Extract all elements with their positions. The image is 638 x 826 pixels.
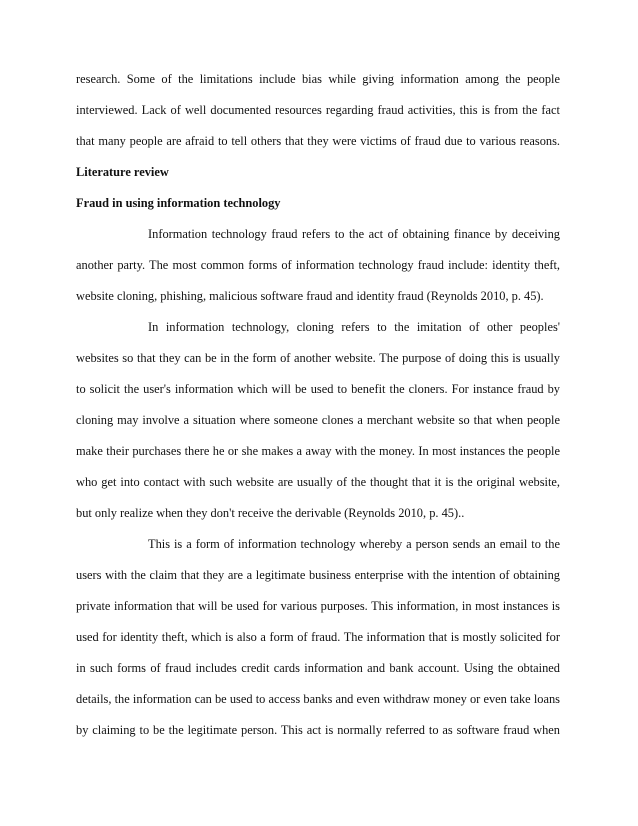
body-line: users with the claim that they are a legitimate business enterprise with the intention of obtaining: [76, 568, 560, 582]
section-heading: Literature review: [76, 165, 169, 179]
paragraph-last-line: but only realize when they don't receive the derivable (Reynolds 2010, p. 45)..: [76, 506, 465, 520]
body-line: interviewed. Lack of well documented resources regarding fraud activities, this is from the fact: [76, 103, 560, 117]
body-line: who get into contact with such website are usually of the thought that it is the original website,: [76, 475, 560, 489]
body-line: in such forms of fraud includes credit cards information and bank account. Using the obtained: [76, 661, 560, 675]
body-line: to solicit the user's information which will be used to benefit the cloners. For instance fraud by: [76, 382, 560, 396]
paragraph-first-line: In information technology, cloning refers to the imitation of other peoples': [148, 320, 560, 334]
paragraph-first-line: Information technology fraud refers to the act of obtaining finance by deceiving: [148, 227, 560, 241]
body-line: make their purchases there he or she makes a away with the money. In most instances the people: [76, 444, 560, 458]
paragraph-last-line: website cloning, phishing, malicious software fraud and identity fraud (Reynolds 2010, p. 45).: [76, 289, 544, 303]
body-line: cloning may involve a situation where someone clones a merchant website so that when people: [76, 413, 560, 427]
body-line: private information that will be used for various purposes. This information, in most instances is: [76, 599, 560, 613]
paragraph-first-line: This is a form of information technology whereby a person sends an email to the: [148, 537, 560, 551]
subsection-heading: Fraud in using information technology: [76, 196, 281, 210]
body-line: research. Some of the limitations include bias while giving information among the people: [76, 72, 560, 86]
body-line: websites so that they can be in the form of another website. The purpose of doing this is usually: [76, 351, 560, 365]
body-line: that many people are afraid to tell others that they were victims of fraud due to various reasons.: [76, 134, 560, 148]
body-line: used for identity theft, which is also a form of fraud. The information that is mostly solicited for: [76, 630, 560, 644]
body-line: details, the information can be used to access banks and even withdraw money or even take loans: [76, 692, 560, 706]
body-line: by claiming to be the legitimate person. This act is normally referred to as software fraud when: [76, 723, 560, 737]
body-line: another party. The most common forms of information technology fraud include: identity theft,: [76, 258, 560, 272]
